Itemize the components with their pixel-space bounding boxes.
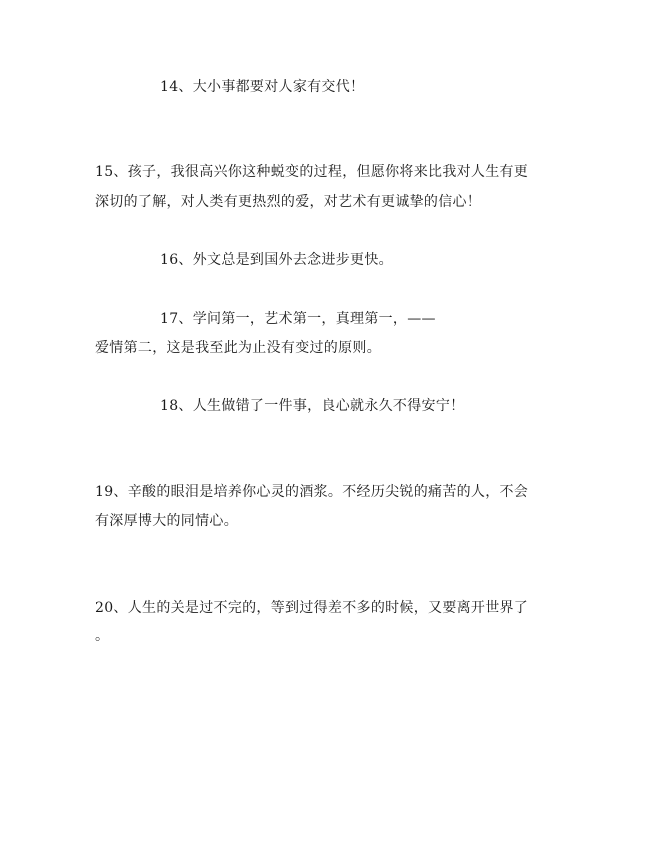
quote-14-line-1: 14、大小事都要对人家有交代！ — [160, 79, 365, 95]
quote-15-line-1: 15、孩子，我很高兴你这种蜕变的过程，但愿你将来比我对人生有更 — [95, 164, 529, 180]
quote-19-line-1: 19、辛酸的眼泪是培养你心灵的酒浆。不经历尖锐的痛苦的人，不会 — [95, 484, 529, 500]
quote-20-line-2: 。 — [95, 628, 110, 644]
quote-17-line-1: 17、学问第一，艺术第一，真理第一，—— — [160, 311, 436, 327]
quote-19-line-2: 有深厚博大的同情心。 — [95, 513, 238, 529]
quote-15-line-2: 深切的了解，对人类有更热烈的爱，对艺术有更诚挚的信心！ — [95, 194, 482, 210]
quote-17-line-2: 爱情第二，这是我至此为止没有变过的原则。 — [95, 340, 381, 356]
quote-20-line-1: 20、人生的关是过不完的，等到过得差不多的时候，又要离开世界了 — [95, 600, 529, 616]
quote-16-line-1: 16、外文总是到国外去念进步更快。 — [160, 252, 393, 268]
quote-18-line-1: 18、人生做错了一件事，良心就永久不得安宁！ — [160, 398, 465, 414]
